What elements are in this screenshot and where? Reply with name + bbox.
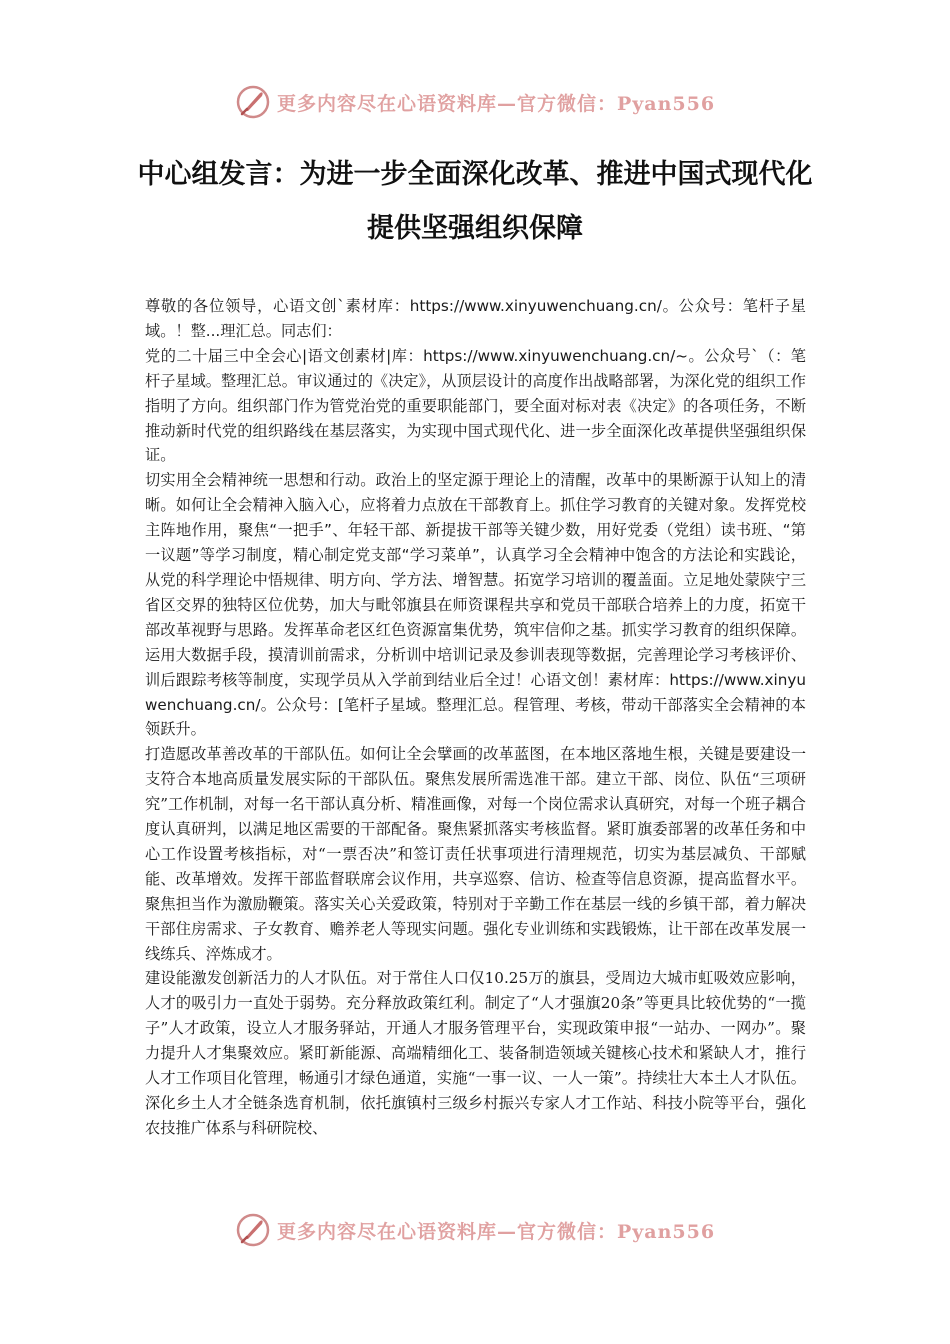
document-body bbox=[145, 294, 806, 1141]
paragraph: 党的二十届三中全会心|语文创素材|库：https://www.xinyuwenchuang.cn/~。公众号`（：笔杆子星域。整理汇总。审议通过的《决定》，从顶层设计的高度作出战略部署，为深化党的组织工作指明了方向。组织部门作为管党治党的重要职能部门，要全面对标对表《决定》的各项任务，不断推动新时代党的组织路线在基层落实，为实现中国式现代化、进一步全面深化改革提供坚强组织保证。 bbox=[145, 346, 806, 465]
document-title: 中心组发言：为进一步全面深化改革、推进中国式现代化提供坚强组织保障 bbox=[137, 159, 813, 244]
paragraph: 打造愿改革善改革的干部队伍。如何让全会擘画的改革蓝图，在本地区落地生根，关键是要建设一支符合本地高质量发展实际的干部队伍。聚焦发展所需选准干部。建立干部、岗位、队伍“三项研究”工作机制，对每一名干部认真分析、精准画像，对每一个岗位需求认真研究，对每一个班子耦合度认真研判，以满足地区需要的干部配备。聚焦紧抓落实考核监督。紧盯旗委部署的改革任务和中心工作设置考核指标，对“一票否决”和签订责任状事项进行清理规范，切实为基层减负、干部赋能、改革增效。发挥干部监督联席会议作用，共享巡察、信访、检查等信息资源，提高监督水平。聚焦担当作为激励鞭策。落实关心关爱政策，特别对于辛勤工作在基层一线的乡镇干部，着力解决干部住房需求、子女教育、赡养老人等现实问题。强化专业训练和实践锻炼，让干部在改革发展一线练兵、淬炼成才。 bbox=[145, 745, 806, 963]
watermark-text: 更多内容尽在心语资料库—官方微信：Pyan556 bbox=[276, 1220, 716, 1243]
quill-logo-icon bbox=[235, 84, 271, 120]
paragraph: 尊敬的各位领导，心语文创`素材库：https://www.xinyuwenchuang.cn/。公众号：笔杆子星域。！整...理汇总。同志们： bbox=[145, 297, 806, 340]
quill-logo-icon bbox=[235, 1212, 271, 1248]
header-watermark bbox=[0, 82, 950, 122]
paragraph: 切实用全会精神统一思想和行动。政治上的坚定源于理论上的清醒，改革中的果断源于认知上的清晰。如何让全会精神入脑入心，应将着力点放在干部教育上。抓住学习教育的关键对象。发挥党校主阵地作用，聚焦“一把手”、年轻干部、新提拔干部等关键少数，用好党委（党组）读书班、“第一议题”等学习制度，精心制定党支部“学习菜单”，认真学习全会精神中饱含的方法论和实践论，从党的科学理论中悟规律、明方向、学方法、增智慧。拓宽学习培训的覆盖面。立足地处蒙陕宁三省区交界的独特区位优势，加大与毗邻旗县在师资课程共享和党员干部联合培养上的力度，拓宽干部改革视野与思路。发挥革命老区红色资源富集优势，筑牢信仰之基。抓实学习教育的组织保障。运用大数据手段，摸清训前需求，分析训中培训记录及参训表现等数据，完善理论学习考核评价、训后跟踪考核等制度，实现学员从入学前到结业后全过！心语文创！素材库：https://www.xinyuwenchuang.cn/。公众号：[笔杆子星域。整理汇总。程管理、考核，带动干部落实全会精神的本领跃升。 bbox=[145, 471, 806, 739]
watermark-text: 更多内容尽在心语资料库—官方微信：Pyan556 bbox=[276, 92, 716, 115]
footer-watermark bbox=[0, 1210, 950, 1250]
paragraph: 建设能激发创新活力的人才队伍。对于常住人口仅10.25万的旗县，受周边大城市虹吸效应影响，人才的吸引力一直处于弱势。充分释放政策红利。制定了“人才强旗20条”等更具比较优势的“一揽子”人才政策，设立人才服务驿站，开通人才服务管理平台，实现政策申报“一站办、一网办”。聚力提升人才集聚效应。紧盯新能源、高端精细化工、装备制造领域关键核心技术和紧缺人才，推行人才工作项目化管理，畅通引才绿色通道，实施“一事一议、一人一策”。持续壮大本土人才队伍。深化乡土人才全链条选育机制，依托旗镇村三级乡村振兴专家人才工作站、科技小院等平台，强化农技推广体系与科研院校、 bbox=[145, 969, 806, 1137]
